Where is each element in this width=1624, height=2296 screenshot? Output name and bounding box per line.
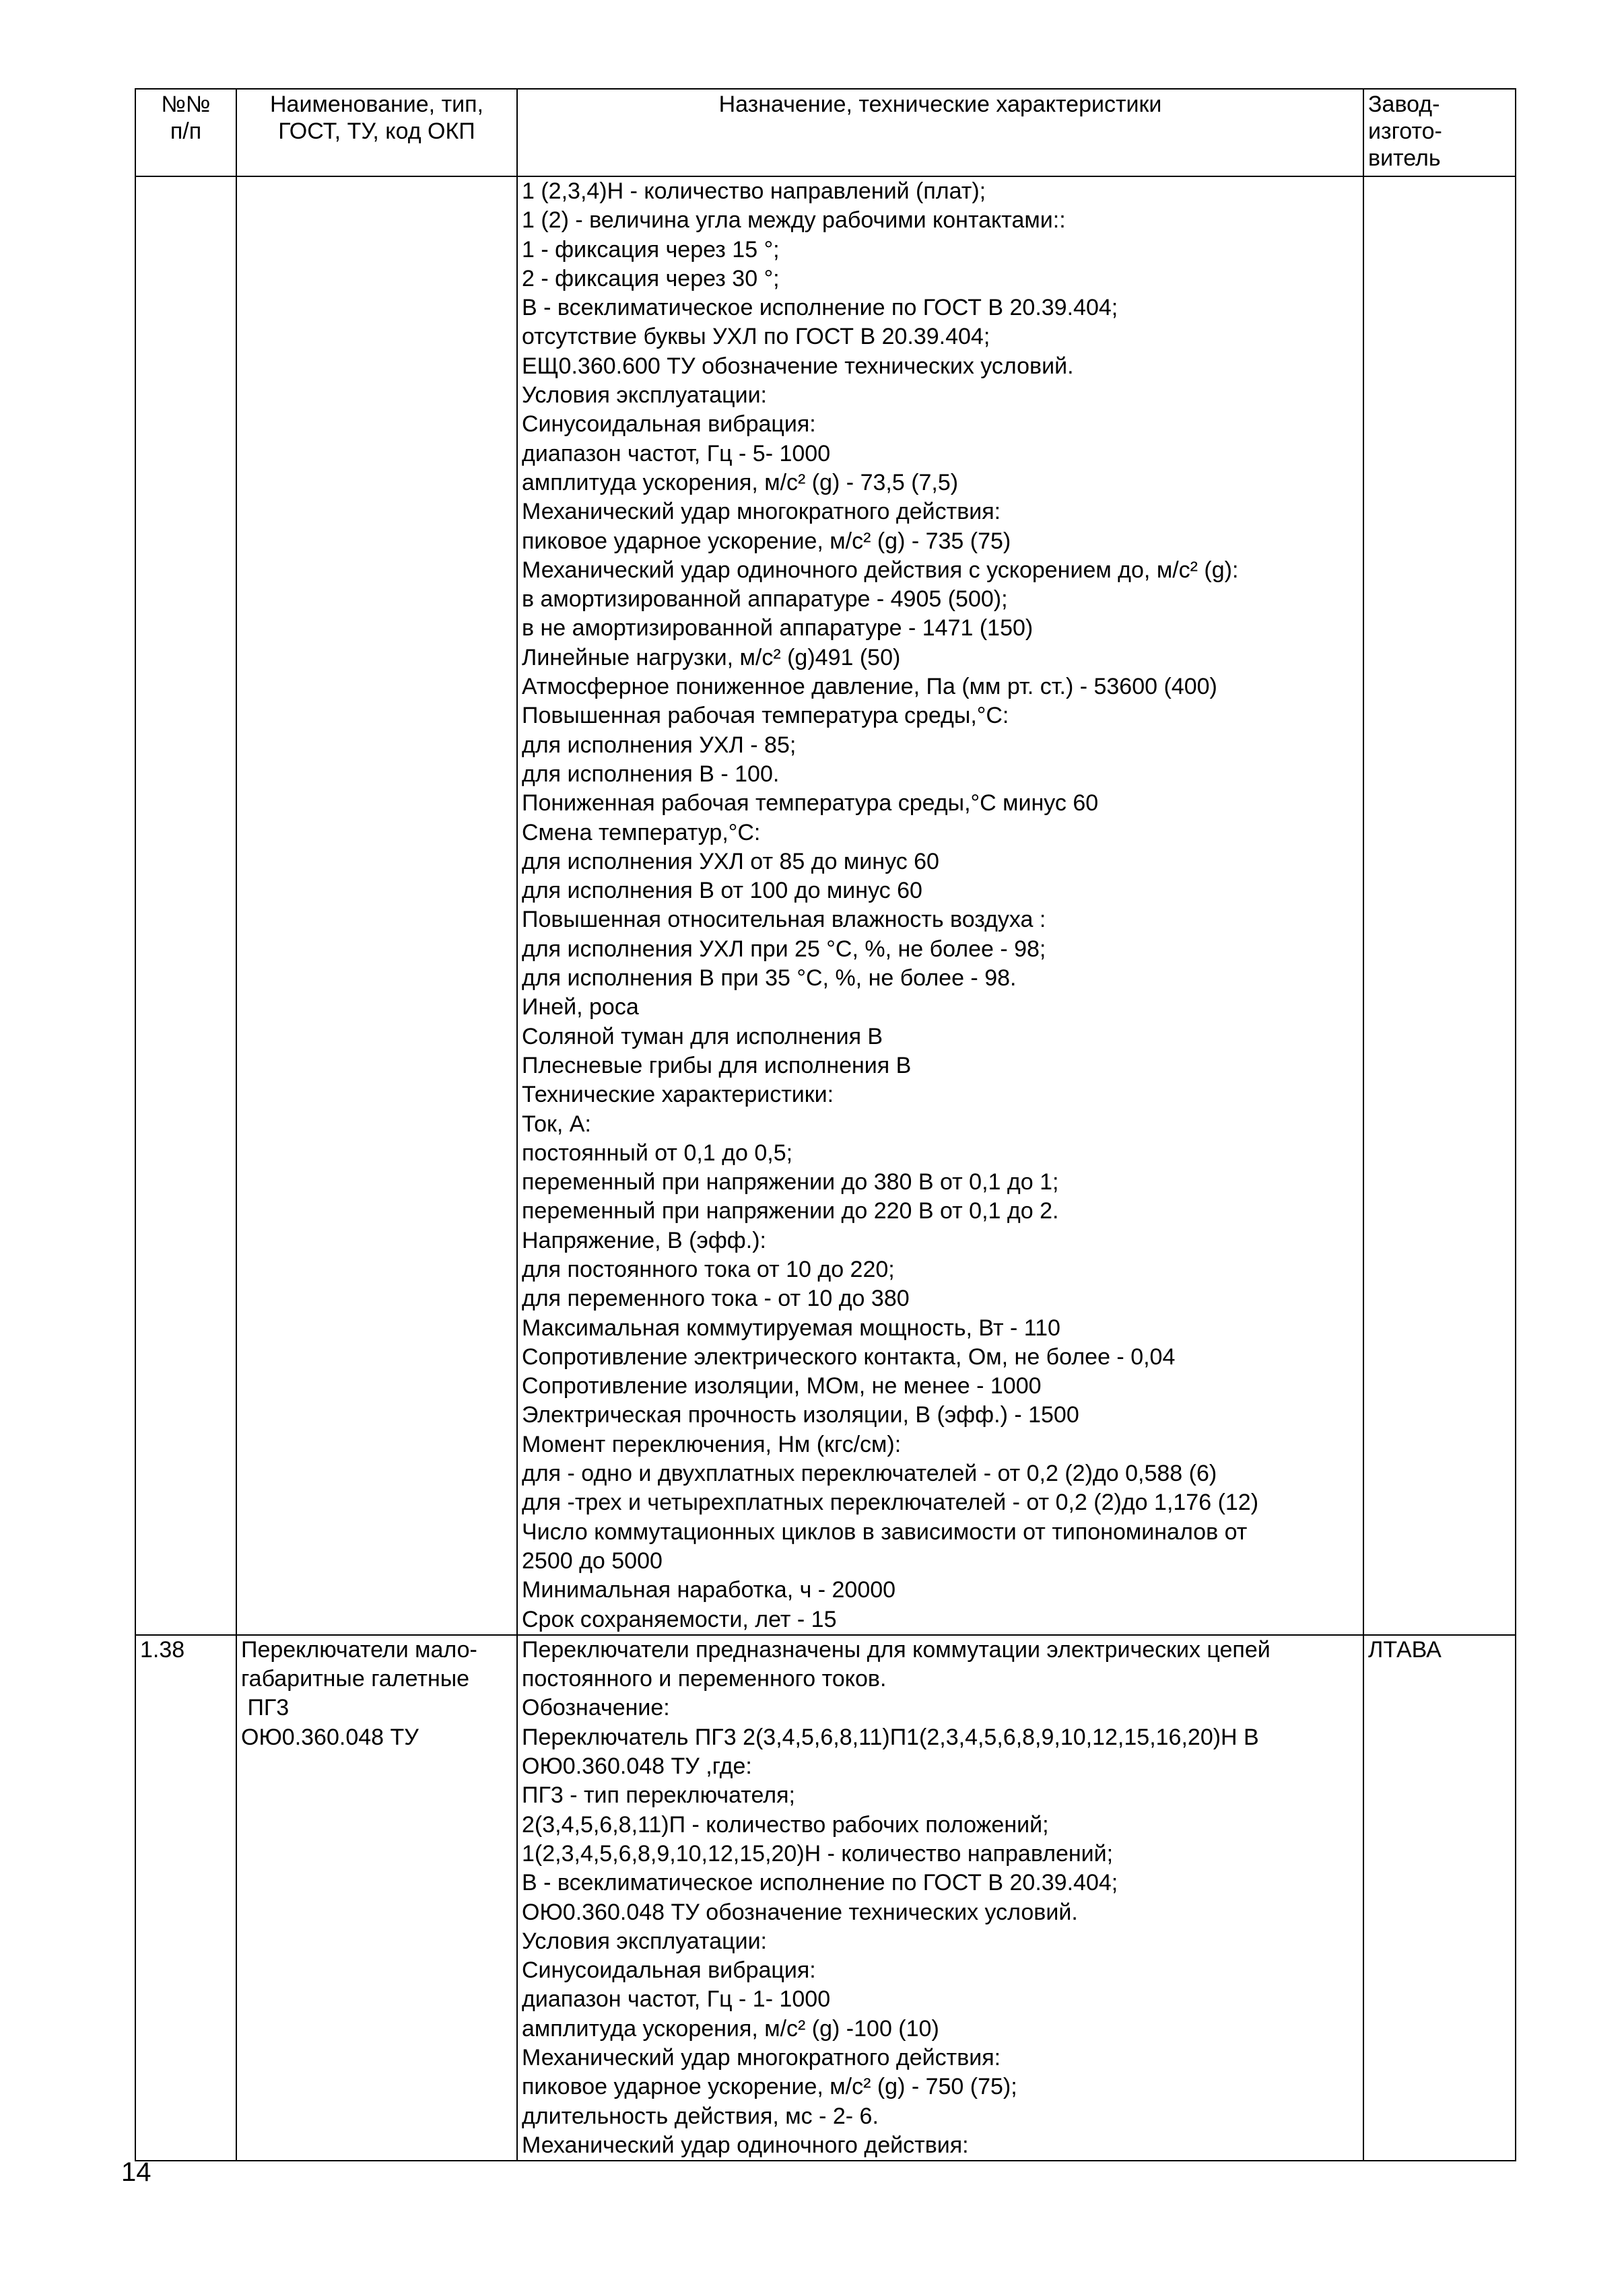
spec-line: 2 - фиксация через 30 °; <box>522 265 780 291</box>
table-row <box>135 1635 1516 2161</box>
header-name-line: Наименование, тип, <box>269 92 483 117</box>
spec-line: для - одно и двухплатных переключателей - от 0,2 (2)до 0,588 (6) <box>522 1461 1217 1487</box>
row-purpose-cell <box>517 176 1363 1635</box>
spec-line: ЕЩ0.360.600 ТУ обозначение технических условий. <box>522 353 1074 379</box>
row-manufacturer-cell <box>1363 176 1516 1635</box>
spec-line: для исполнения УХЛ - 85; <box>522 732 797 758</box>
spec-line: Ток, А: <box>522 1111 591 1137</box>
spec-line: амплитуда ускорения, м/с² (g) - 73,5 (7,5) <box>522 469 959 495</box>
spec-line: для исполнения УХЛ при 25 °С, %, не более - 98; <box>522 936 1046 962</box>
spec-line: амплитуда ускорения, м/с² (g) -100 (10) <box>522 2015 939 2042</box>
spec-line: Смена температур,°С: <box>522 819 761 845</box>
spec-line: Электрическая прочность изоляции, В (эфф.) - 1500 <box>522 1402 1079 1428</box>
header-number-line: №№ <box>161 92 211 117</box>
row-number-cell <box>135 176 236 1635</box>
spec-line: Переключатели предназначены для коммутации электрических цепей <box>522 1636 1271 1663</box>
spec-line: Атмосферное пониженное давление, Па (мм рт. ст.) - 53600 (400) <box>522 674 1217 700</box>
header-name-line: ГОСТ, ТУ, код ОКП <box>278 118 475 144</box>
spec-line: Механический удар многократного действия: <box>522 2045 1001 2071</box>
header-purpose-line: Назначение, технические характеристики <box>718 92 1162 117</box>
spec-line: Соляной туман для исполнения В <box>522 1023 883 1049</box>
spec-line: Механический удар одиночного действия: <box>522 2132 969 2158</box>
spec-line: 1 (2,3,4)Н - количество направлений (плат); <box>522 178 986 204</box>
spec-line: Линейные нагрузки, м/с² (g)491 (50) <box>522 644 901 670</box>
row-number: 1.38 <box>140 1636 185 1663</box>
spec-line: диапазон частот, Гц - 1- 1000 <box>522 1986 831 2013</box>
page-number: 14 <box>121 2157 151 2187</box>
spec-line: Синусоидальная вибрация: <box>522 1957 816 1984</box>
spec-line: 2500 до 5000 <box>522 1547 663 1574</box>
spec-line: Момент переключения, Нм (кгс/см): <box>522 1431 902 1457</box>
header-manufacturer <box>1363 89 1516 176</box>
spec-line: Сопротивление изоляции, МОм, не менее - 1000 <box>522 1373 1042 1399</box>
spec-line: Число коммутационных циклов в зависимости от типономиналов от <box>522 1519 1248 1545</box>
spec-line: для постоянного тока от 10 до 220; <box>522 1256 895 1282</box>
spec-line: Плесневые грибы для исполнения В <box>522 1052 912 1078</box>
spec-line: Сопротивление электрического контакта, Ом, не более - 0,04 <box>522 1344 1176 1370</box>
header-name <box>236 89 517 176</box>
table-row <box>135 176 1516 1635</box>
row-name-line: габаритные галетные <box>241 1666 470 1692</box>
header-number-line: п/п <box>170 118 202 144</box>
header-purpose <box>517 89 1363 176</box>
spec-line: постоянного и переменного токов. <box>522 1666 887 1692</box>
spec-line: для исполнения В - 100. <box>522 761 780 787</box>
row-manufacturer: ЛТАВА <box>1368 1636 1442 1663</box>
spec-line: постоянный от 0,1 до 0,5; <box>522 1140 793 1166</box>
spec-line: ОЮ0.360.048 ТУ ,где: <box>522 1753 752 1780</box>
row-purpose-cell <box>517 1635 1363 2161</box>
spec-line: Переключатель ПГ3 2(3,4,5,6,8,11)П1(2,3,4,5,6,8,9,10,12,15,16,20)Н В <box>522 1724 1259 1750</box>
spec-line: для -трех и четырехплатных переключателей - от 0,2 (2)до 1,176 (12) <box>522 1490 1259 1516</box>
spec-line: Минимальная наработка, ч - 20000 <box>522 1577 896 1603</box>
spec-line: для исполнения В при 35 °С, %, не более - 98. <box>522 965 1017 992</box>
row-name-cell <box>236 176 517 1635</box>
spec-line: переменный при напряжении до 220 В от 0,1 до 2. <box>522 1198 1059 1224</box>
spec-line: Технические характеристики: <box>522 1082 834 1108</box>
spec-table <box>135 88 1516 2161</box>
header-manufacturer-line: витель <box>1368 145 1441 171</box>
spec-line: 1 (2) - величина угла между рабочими контактами:: <box>522 207 1066 234</box>
spec-line: Условия эксплуатации: <box>522 1928 768 1954</box>
spec-line: Максимальная коммутируемая мощность, Вт - 110 <box>522 1315 1060 1341</box>
row-name-line: ПГ3 <box>241 1695 290 1721</box>
spec-line: 1 - фиксация через 15 °; <box>522 236 780 263</box>
spec-line: Синусоидальная вибрация: <box>522 411 816 438</box>
spec-line: В - всеклиматическое исполнение по ГОСТ В 20.39.404; <box>522 1870 1118 1896</box>
spec-line: диапазон частот, Гц - 5- 1000 <box>522 440 831 466</box>
spec-line: Условия эксплуатации: <box>522 382 768 409</box>
spec-line: Напряжение, В (эфф.): <box>522 1227 766 1253</box>
spec-line: 2(3,4,5,6,8,11)П - количество рабочих положений; <box>522 1811 1049 1838</box>
row-name-line: Переключатели мало- <box>241 1636 477 1663</box>
spec-line: Механический удар многократного действия: <box>522 499 1001 525</box>
spec-line: для переменного тока - от 10 до 380 <box>522 1286 910 1312</box>
header-manufacturer-line: изгото- <box>1368 118 1442 144</box>
spec-line: ПГ3 - тип переключателя; <box>522 1782 795 1809</box>
header-number <box>135 89 236 176</box>
row-name-cell <box>236 1635 517 2161</box>
spec-line: для исполнения В от 100 до минус 60 <box>522 878 922 904</box>
spec-line: ОЮ0.360.048 ТУ обозначение технических условий. <box>522 1899 1078 1925</box>
spec-line: Повышенная относительная влажность воздуха : <box>522 907 1046 933</box>
spec-line: 1(2,3,4,5,6,8,9,10,12,15,20)Н - количество направлений; <box>522 1840 1114 1867</box>
spec-line: Иней, роса <box>522 994 639 1020</box>
spec-line: длительность действия, мс - 2- 6. <box>522 2103 879 2129</box>
spec-line: пиковое ударное ускорение, м/с² (g) - 750 (75); <box>522 2074 1017 2100</box>
row-name-line: ОЮ0.360.048 ТУ <box>241 1724 419 1750</box>
spec-line: для исполнения УХЛ от 85 до минус 60 <box>522 848 939 874</box>
row-manufacturer-cell <box>1363 1635 1516 2161</box>
row-number-cell <box>135 1635 236 2161</box>
table-header-row <box>135 89 1516 176</box>
spec-line: Обозначение: <box>522 1695 670 1721</box>
spec-line: Механический удар одиночного действия с ускорением до, м/с² (g): <box>522 557 1239 583</box>
spec-line: Пониженная рабочая температура среды,°С минус 60 <box>522 790 1099 816</box>
spec-line: В - всеклиматическое исполнение по ГОСТ В 20.39.404; <box>522 295 1118 321</box>
spec-line: Срок сохраняемости, лет - 15 <box>522 1606 837 1632</box>
spec-line: Повышенная рабочая температура среды,°С: <box>522 703 1009 729</box>
spec-line: переменный при напряжении до 380 В от 0,1 до 1; <box>522 1169 1059 1195</box>
spec-line: в не амортизированной аппаратуре - 1471 (150) <box>522 615 1034 641</box>
spec-line: отсутствие буквы УХЛ по ГОСТ В 20.39.404; <box>522 324 990 350</box>
spec-line: пиковое ударное ускорение, м/с² (g) - 735 (75) <box>522 528 1011 554</box>
spec-line: в амортизированной аппаратуре - 4905 (500); <box>522 586 1008 613</box>
header-manufacturer-line: Завод- <box>1368 92 1440 117</box>
